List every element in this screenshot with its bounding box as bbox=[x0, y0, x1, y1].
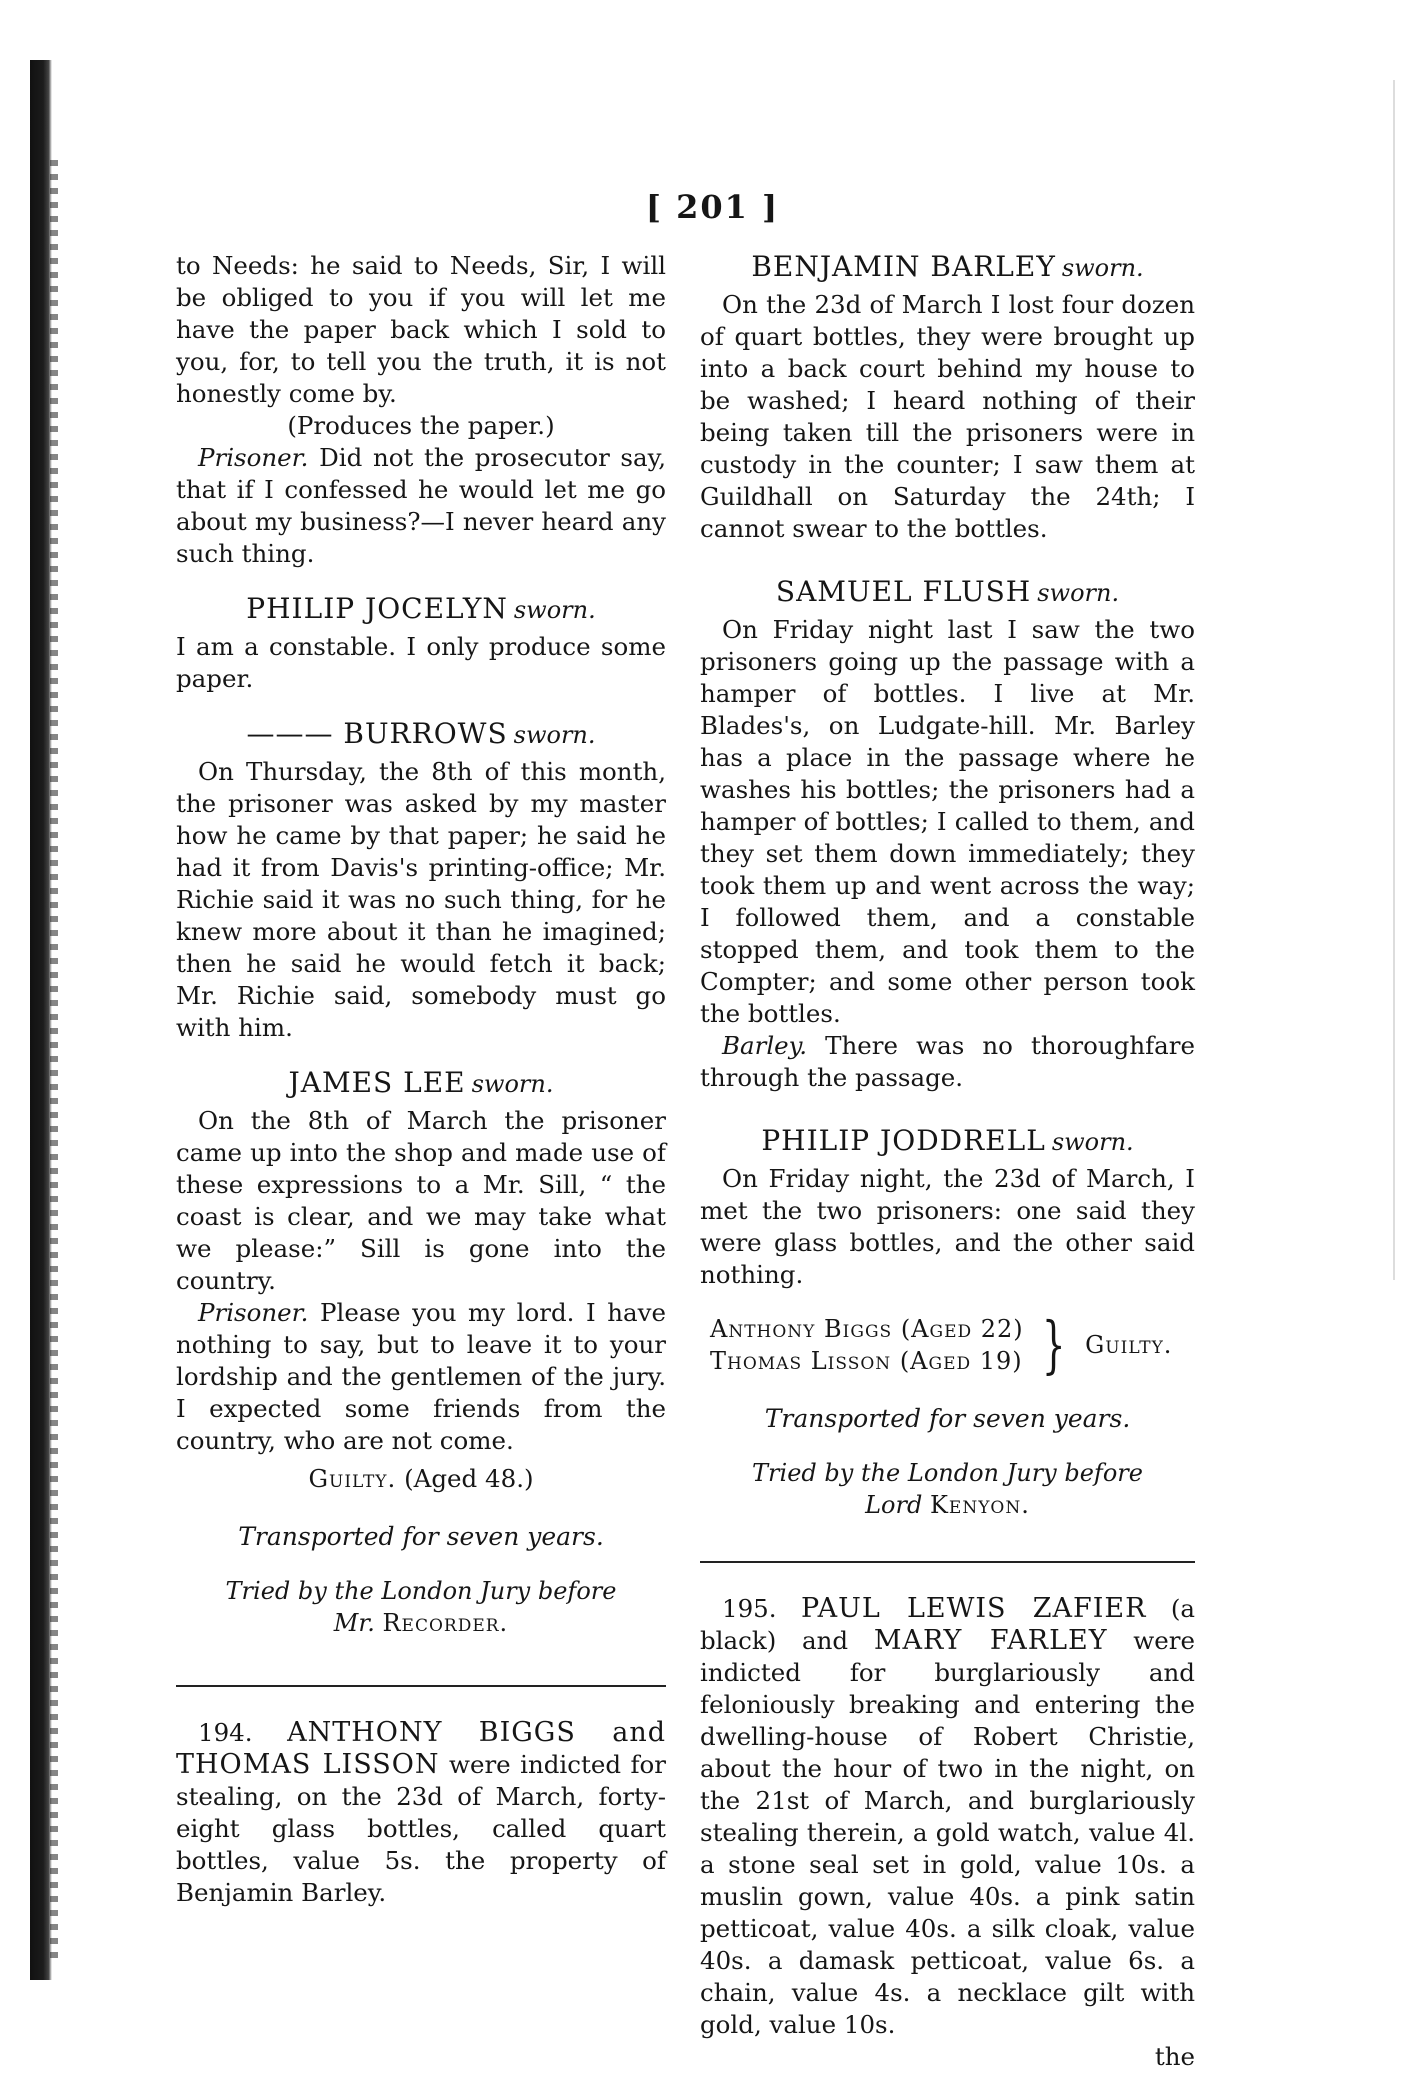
sentence: Transported for seven years. bbox=[238, 1522, 604, 1551]
defendant-name-farley: MARY FARLEY bbox=[873, 1625, 1108, 1656]
tried-judge-line bbox=[700, 1489, 1195, 1521]
tried-line: Tried by the London Jury before bbox=[752, 1459, 1143, 1487]
sworn-label: sworn. bbox=[1037, 579, 1120, 607]
case-number: 195. bbox=[722, 1594, 777, 1623]
verdict: Guilty. bbox=[308, 1464, 397, 1493]
paragraph-prisoner-question bbox=[176, 442, 666, 570]
witness-heading-jocelyn bbox=[176, 592, 666, 627]
speech-text: Please you my lord. I have nothing to say, but to leave it to your lordship and the gentlemen of the jury. I expected some friends from the country, who are not come. bbox=[176, 1298, 666, 1455]
paragraph-barley: On the 23d of March I lost four dozen of quart bottles, they were brought up into a back court behind my house to be washed; I heard nothing of their being taken till the prisoners were in custody in the counter; I saw them at Guildhall on Saturday the 24th; I cannot swear to the bottles. bbox=[700, 290, 1195, 543]
section-divider bbox=[176, 1685, 666, 1687]
witness-name: PHILIP JODDRELL bbox=[761, 1124, 1046, 1157]
paragraph-lee: On the 8th of March the prisoner came up into the shop and made use of these expressions to a Mr. Sill, “ the coast is clear, and we may take what we please:” Sill is gone into the country. bbox=[176, 1106, 666, 1295]
witness-name: SAMUEL FLUSH bbox=[775, 575, 1032, 608]
book-spine-shadow bbox=[30, 60, 52, 1980]
sentence: Transported for seven years. bbox=[764, 1404, 1131, 1433]
case-195 bbox=[700, 1593, 1195, 2041]
tried-judge-line bbox=[176, 1607, 666, 1639]
witness-name: JAMES LEE bbox=[288, 1066, 466, 1099]
stage-direction: (Produces the paper.) bbox=[287, 411, 555, 440]
judge-name: Recorder. bbox=[382, 1609, 509, 1637]
witness-name: ——— BURROWS bbox=[246, 717, 508, 750]
sworn-label: sworn. bbox=[471, 1070, 554, 1098]
paragraph-needs: to Needs: he said to Needs, Sir, I will be obliged to you if you will let me have the paper back which I sold to you, for, to tell you the truth, it is not honestly come by. bbox=[176, 251, 666, 408]
book-spine-texture bbox=[50, 160, 58, 1960]
brace-icon: } bbox=[1041, 1308, 1066, 1381]
paragraph-flush: On Friday night last I saw the two prisoners going up the passage with a hamper of bottles. I live at Mr. Blades's, on Ludgate-hill. Mr. Barley has a place in the passage where he washes his bottles; the prisoners had a hamper of bottles; I called to them, and they set them down immediately; they took them up and went across the way; I followed them, and a constable stopped them, and took them to the Compter; and some other person took the bottles. bbox=[700, 615, 1195, 1028]
verdict-age: (Aged 48.) bbox=[404, 1464, 534, 1493]
verdict-line bbox=[176, 1463, 666, 1495]
witness-name: BENJAMIN BARLEY bbox=[751, 250, 1056, 283]
speech-text: Did not the prosecutor say, that if I confessed he would let me go about my business?—I never heard any such thing. bbox=[176, 443, 666, 568]
defendants-verdict bbox=[710, 1308, 1195, 1381]
sworn-label: sworn. bbox=[1061, 254, 1144, 282]
sworn-label: sworn. bbox=[513, 721, 596, 749]
speaker-label: Prisoner. bbox=[198, 1298, 309, 1327]
tried-line: Tried by the London Jury before bbox=[225, 1577, 617, 1605]
witness-heading-burrows bbox=[176, 717, 666, 752]
conjunction: and bbox=[802, 1626, 849, 1655]
sworn-label: sworn. bbox=[1051, 1128, 1134, 1156]
witness-name: PHILIP JOCELYN bbox=[246, 592, 508, 625]
witness-heading-barley bbox=[700, 250, 1195, 285]
verdict: Guilty. bbox=[1085, 1331, 1173, 1359]
page-edge bbox=[1393, 80, 1395, 1280]
indictment-text: were indicted for stealing, on the 23d of March, forty-eight glass bottles, called quart bottles, value 5s. the property of Benjamin Barley. bbox=[176, 1750, 667, 1907]
case-number: 194. bbox=[198, 1718, 253, 1747]
speech-text: There was no thoroughfare through the passage. bbox=[700, 1031, 1195, 1092]
indictment-text: were indicted for burglariously and feloniously breaking and entering the dwelling-house of Robert Christie, about the hour of two in the night, on the 21st of March, and burglariously stealing therein, a gold watch, value 4l. a stone seal set in gold, value 10s. a muslin gown, value 40s. a pink satin petticoat, value 40s. a silk cloak, value 40s. a damask petticoat, value 6s. a chain, value 4s. a necklace gilt with gold, value 10s. bbox=[700, 1626, 1195, 2039]
section-divider bbox=[700, 1561, 1195, 1563]
sworn-label: sworn. bbox=[513, 596, 596, 624]
left-column bbox=[176, 250, 666, 1909]
speaker-label: Prisoner. bbox=[198, 443, 309, 472]
defendant-biggs: Anthony Biggs (Aged 22) bbox=[710, 1315, 1024, 1343]
speaker-label: Barley. bbox=[722, 1031, 808, 1060]
paragraph-burrows: On Thursday, the 8th of this month, the prisoner was asked by my master how he came by that paper; he said he had it from Davis's printing-office; Mr. Richie said it was no such thing, for he knew more about it than he imagined; then he said he would fetch it back; Mr. Richie said, somebody must go with him. bbox=[176, 757, 666, 1042]
judge-name: Kenyon. bbox=[929, 1491, 1030, 1519]
tried-before bbox=[176, 1575, 666, 1639]
paragraph-joddrell: On Friday night, the 23d of March, I met the two prisoners: one said they were glass bottles, and the other said nothing. bbox=[700, 1164, 1195, 1289]
page-number: [ 201 ] bbox=[645, 188, 780, 226]
judge-title: Lord bbox=[865, 1491, 923, 1519]
witness-heading-flush bbox=[700, 575, 1195, 610]
paragraph-jocelyn: I am a constable. I only produce some paper. bbox=[176, 632, 666, 693]
right-column bbox=[700, 250, 1195, 2073]
defendant-lisson: Thomas Lisson (Aged 19) bbox=[710, 1347, 1023, 1375]
witness-heading-joddrell bbox=[700, 1124, 1195, 1159]
paragraph-prisoner-plea bbox=[176, 1297, 666, 1457]
judge-title: Mr. bbox=[333, 1609, 375, 1637]
witness-heading-lee bbox=[176, 1066, 666, 1101]
defendant-name-zafier: PAUL LEWIS ZAFIER bbox=[800, 1593, 1147, 1624]
tried-before bbox=[700, 1457, 1195, 1521]
defendant-list bbox=[710, 1313, 1024, 1377]
catchword: the bbox=[1154, 2042, 1195, 2071]
paragraph-barley-reply bbox=[700, 1030, 1195, 1094]
defendant-note: (a black) bbox=[700, 1594, 1195, 1655]
defendant-names: ANTHONY BIGGS and THOMAS LISSON bbox=[176, 1717, 666, 1780]
case-194 bbox=[176, 1717, 666, 1909]
